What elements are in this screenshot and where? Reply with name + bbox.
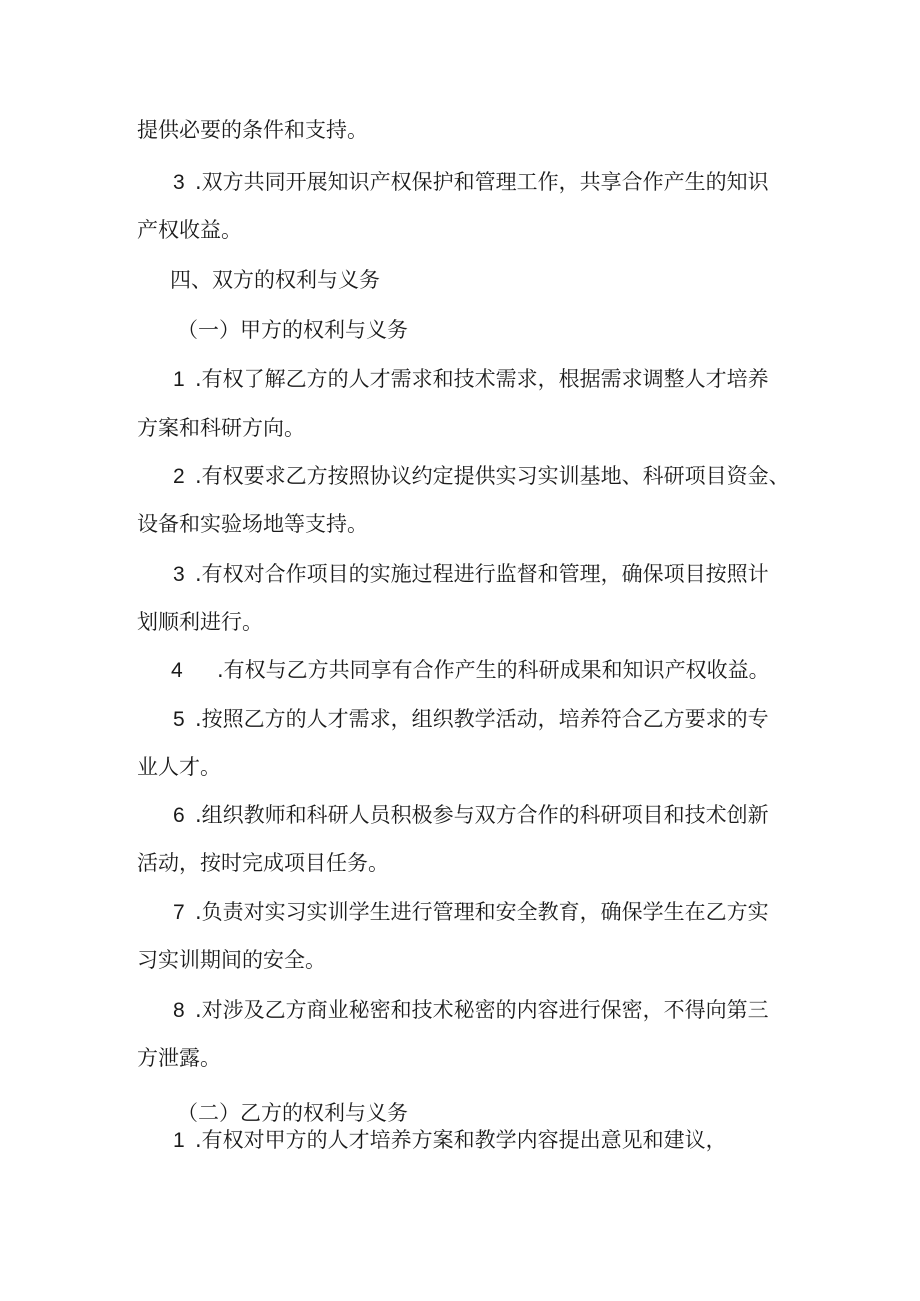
paragraph-line (137, 946, 326, 974)
paragraph-line (137, 414, 305, 442)
list-item-line (173, 462, 790, 491)
list-item-line (173, 1126, 727, 1155)
line-text: 方案和科研方向。 (137, 416, 305, 440)
list-number: 7 (173, 901, 185, 924)
list-item-line (173, 898, 769, 927)
list-number: 1 (173, 1129, 185, 1152)
list-number: 1 (173, 368, 185, 391)
list-number: 3 (173, 563, 185, 586)
line-text: .组织教师和科研人员积极参与双方合作的科研项目和技术创新 (195, 803, 769, 827)
line-text: .有权与乙方共同享有合作产生的科研成果和知识产权收益。 (217, 658, 770, 682)
paragraph-line (137, 216, 242, 244)
line-text: 习实训期间的安全。 (137, 948, 326, 972)
line-text: （一）甲方的权利与义务 (177, 318, 408, 342)
line-text: .有权对甲方的人才培养方案和教学内容提出意见和建议， (195, 1128, 727, 1152)
list-number: 4 (171, 659, 183, 682)
line-text: 四、双方的权利与义务 (170, 268, 380, 292)
list-item-line (173, 560, 769, 589)
list-item-line (173, 801, 769, 830)
line-text: .双方共同开展知识产权保护和管理工作，共享合作产生的知识 (195, 170, 769, 194)
line-text: .有权对合作项目的实施过程进行监督和管理，确保项目按照计 (195, 562, 769, 586)
list-number: 5 (173, 708, 185, 731)
paragraph-line (137, 608, 263, 636)
line-text: 业人才。 (137, 755, 221, 779)
line-text: .负责对实习实训学生进行管理和安全教育，确保学生在乙方实 (195, 900, 769, 924)
list-item-line (171, 656, 770, 685)
subsection-heading (177, 316, 408, 344)
line-text: 方泄露。 (137, 1046, 221, 1070)
list-item-line (173, 996, 769, 1025)
list-item-line (173, 365, 769, 394)
list-number: 8 (173, 999, 185, 1022)
list-number: 6 (173, 804, 185, 827)
line-text: 划顺利进行。 (137, 610, 263, 634)
line-text: （二）乙方的权利与义务 (177, 1101, 408, 1125)
section-heading (170, 266, 380, 294)
line-text: .按照乙方的人才需求，组织教学活动，培养符合乙方要求的专 (195, 707, 769, 731)
line-text: .对涉及乙方商业秘密和技术秘密的内容进行保密，不得向第三 (195, 998, 769, 1022)
line-text: 活动，按时完成项目任务。 (137, 851, 389, 875)
line-text: 产权收益。 (137, 218, 242, 242)
line-text: .有权了解乙方的人才需求和技术需求，根据需求调整人才培养 (195, 367, 769, 391)
paragraph-line (137, 849, 389, 877)
paragraph-line (137, 510, 368, 538)
paragraph-line (137, 1044, 221, 1072)
subsection-heading (177, 1099, 408, 1127)
list-number: 2 (173, 465, 185, 488)
paragraph-line (137, 116, 368, 144)
line-text: 设备和实验场地等支持。 (137, 512, 368, 536)
list-item-line (173, 168, 769, 197)
line-text: 提供必要的条件和支持。 (137, 118, 368, 142)
list-item-line (173, 705, 769, 734)
line-text: .有权要求乙方按照协议约定提供实习实训基地、科研项目资金、 (195, 464, 790, 488)
list-number: 3 (173, 171, 185, 194)
paragraph-line (137, 753, 221, 781)
